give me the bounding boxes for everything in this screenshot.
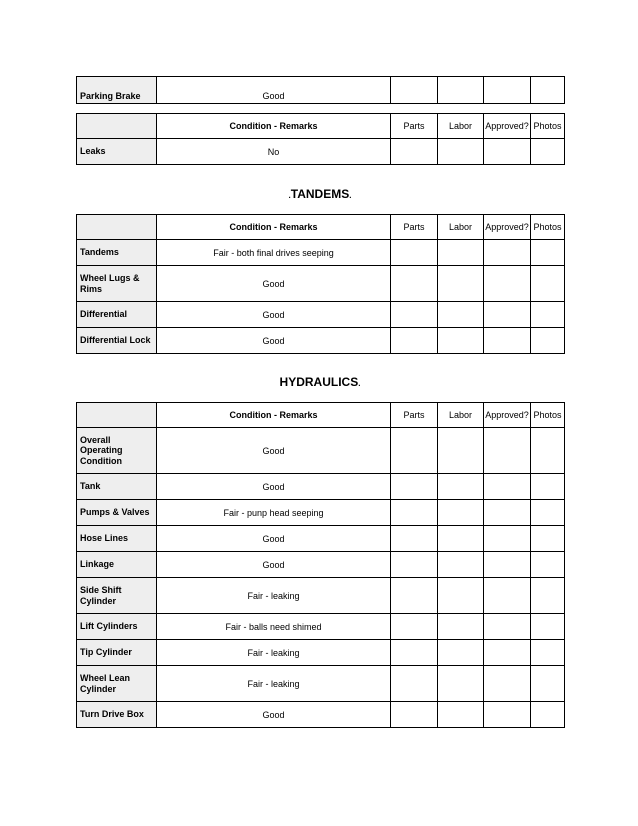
condition-header: Condition - Remarks [157, 114, 391, 139]
table-row [77, 526, 565, 552]
row-label: Wheel Lugs & Rims [77, 266, 157, 302]
row-condition: Fair - leaking [157, 640, 391, 666]
hydraulics-heading: HYDRAULICS. [279, 375, 361, 389]
hydraulics-table [76, 402, 565, 728]
table-row [77, 240, 565, 266]
header-row [77, 114, 565, 139]
row-condition: Good [157, 77, 391, 104]
labor-header: Labor [438, 215, 484, 240]
row-label: Side Shift Cylinder [77, 578, 157, 614]
condition-header: Condition - Remarks [157, 215, 391, 240]
row-label: Tank [77, 474, 157, 500]
labor-header: Labor [438, 114, 484, 139]
tandems-heading: .TANDEMS. [288, 187, 352, 201]
photos-header: Photos [531, 215, 565, 240]
table-row [77, 578, 565, 614]
table-row [77, 139, 565, 165]
row-label: Wheel Lean Cylinder [77, 666, 157, 702]
photos-header: Photos [531, 403, 565, 428]
row-condition: Fair - balls need shimed [157, 614, 391, 640]
header-row [77, 403, 565, 428]
table-row [77, 266, 565, 302]
parts-header: Parts [391, 114, 438, 139]
table-row [77, 428, 565, 474]
row-condition: Good [157, 474, 391, 500]
condition-header: Condition - Remarks [157, 403, 391, 428]
row-label: Tandems [77, 240, 157, 266]
hydraulics-title: HYDRAULICS [279, 375, 359, 389]
photos-cell [531, 77, 565, 104]
header-row [77, 215, 565, 240]
parts-header: Parts [391, 403, 438, 428]
parts-header: Parts [391, 215, 438, 240]
row-label: Pumps & Valves [77, 500, 157, 526]
approved-cell [484, 139, 531, 165]
row-label: Lift Cylinders [77, 614, 157, 640]
table-row [77, 640, 565, 666]
table-row [77, 77, 565, 104]
tandems-table [76, 214, 565, 354]
row-label: Parking Brake [77, 77, 157, 104]
tandems-title: TANDEMS [290, 187, 350, 201]
row-condition: Fair - both final drives seeping [157, 240, 391, 266]
row-condition: Fair - punp head seeping [157, 500, 391, 526]
row-label: Differential Lock [77, 328, 157, 354]
photos-header: Photos [531, 114, 565, 139]
row-condition: Good [157, 702, 391, 728]
table-row [77, 302, 565, 328]
approved-header: Approved? [484, 114, 531, 139]
row-label: Leaks [77, 139, 157, 165]
labor-header: Labor [438, 403, 484, 428]
row-label: Overall Operating Condition [77, 428, 157, 474]
approved-header: Approved? [484, 215, 531, 240]
row-condition: No [157, 139, 391, 165]
row-condition: Fair - leaking [157, 578, 391, 614]
table-row [77, 666, 565, 702]
table-row [77, 474, 565, 500]
row-label: Turn Drive Box [77, 702, 157, 728]
row-condition: Good [157, 328, 391, 354]
table-row [77, 328, 565, 354]
row-condition: Fair - leaking [157, 666, 391, 702]
table-row [77, 500, 565, 526]
row-label: Hose Lines [77, 526, 157, 552]
parts-cell [391, 77, 438, 104]
row-condition: Good [157, 302, 391, 328]
row-label: Linkage [77, 552, 157, 578]
table-row [77, 702, 565, 728]
row-condition: Good [157, 428, 391, 474]
labor-cell [438, 77, 484, 104]
leaks-table [76, 113, 565, 165]
parts-cell [391, 139, 438, 165]
row-condition: Good [157, 526, 391, 552]
parking-brake-table [76, 76, 565, 104]
table-row [77, 552, 565, 578]
approved-cell [484, 77, 531, 104]
table-row [77, 614, 565, 640]
row-condition: Good [157, 552, 391, 578]
row-condition: Good [157, 266, 391, 302]
labor-cell [438, 139, 484, 165]
approved-header: Approved? [484, 403, 531, 428]
row-label: Differential [77, 302, 157, 328]
photos-cell [531, 139, 565, 165]
row-label: Tip Cylinder [77, 640, 157, 666]
